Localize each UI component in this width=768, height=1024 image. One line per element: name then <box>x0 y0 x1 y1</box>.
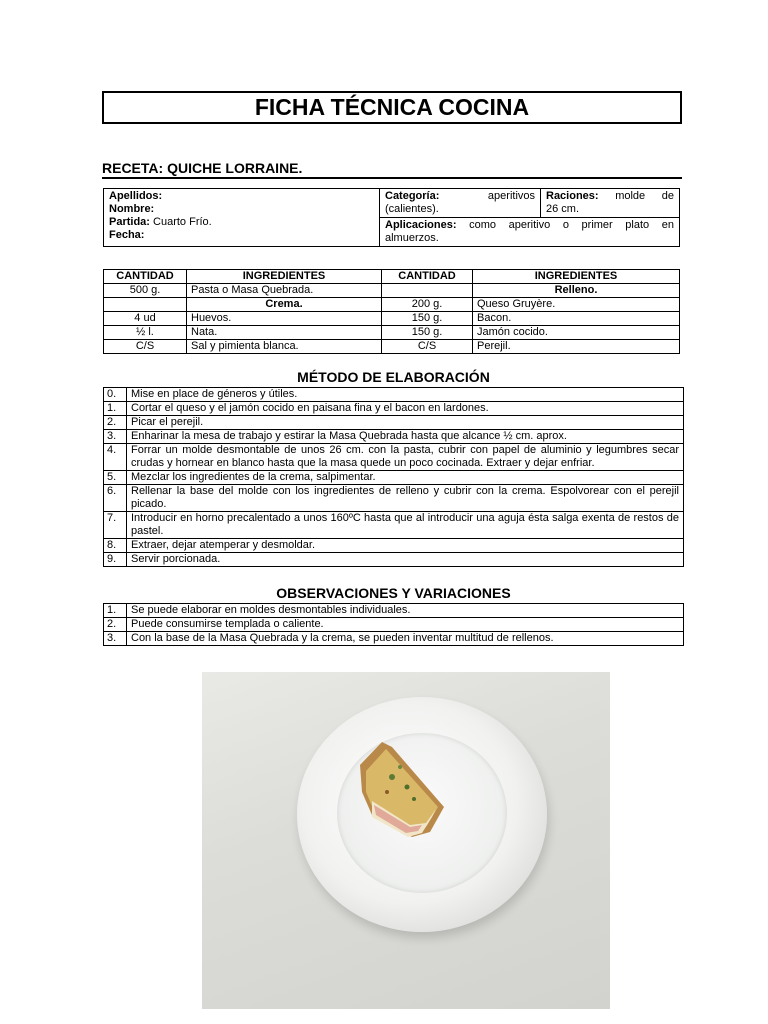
ingredient: Sal y pimienta blanca. <box>187 340 382 354</box>
qty: ½ l. <box>104 326 187 340</box>
step-text: Rellenar la base del molde con los ingredientes de relleno y cubrir con la crema. Espolvorear con el perejil picado. <box>127 485 684 512</box>
table-row <box>104 326 680 340</box>
step-text: Servir porcionada. <box>127 553 684 567</box>
step-number: 9. <box>104 553 127 567</box>
list-item <box>104 471 684 485</box>
ingredient: Nata. <box>187 326 382 340</box>
list-item <box>104 402 684 416</box>
step-text: Forrar un molde desmontable de unos 26 cm. con la pasta, cubrir con papel de aluminio y legumbres secar crudas y hornear en blanco hasta que la masa quede un poco cocinada. Extraer y dejar enfriar. <box>127 444 684 471</box>
page-title: FICHA TÉCNICA COCINA <box>102 91 682 124</box>
step-text: Cortar el queso y el jamón cocido en paisana fina y el bacon en lardones. <box>127 402 684 416</box>
fecha-label: Fecha: <box>109 229 145 241</box>
step-number: 8. <box>104 539 127 553</box>
qty: 150 g. <box>382 312 473 326</box>
obs-text: Se puede elaborar en moldes desmontables individuales. <box>127 604 684 618</box>
step-text: Introducir en horno precalentado a unos 160ºC hasta que al introducir una aguja ésta salga exenta de restos de pastel. <box>127 512 684 539</box>
step-text: Mise en place de géneros y útiles. <box>127 388 684 402</box>
list-item <box>104 539 684 553</box>
raciones-value-2: 26 cm. <box>546 203 580 215</box>
plate <box>297 697 547 932</box>
ingredient: Crema. <box>187 298 382 312</box>
list-item <box>104 388 684 402</box>
ingredient: Relleno. <box>473 284 680 298</box>
apellidos-label: Apellidos: <box>109 190 163 202</box>
step-text: Picar el perejil. <box>127 416 684 430</box>
obs-text: Con la base de la Masa Quebrada y la crema, se pueden inventar multitud de rellenos. <box>127 632 684 646</box>
qty: 4 ud <box>104 312 187 326</box>
ingredient: Huevos. <box>187 312 382 326</box>
header-ingredientes-2: INGREDIENTES <box>473 270 680 284</box>
list-item <box>104 604 684 618</box>
raciones-value: molde de <box>615 190 674 202</box>
list-item <box>104 416 684 430</box>
qty: 150 g. <box>382 326 473 340</box>
step-number: 3. <box>104 430 127 444</box>
obs-number: 2. <box>104 618 127 632</box>
list-item <box>104 444 684 471</box>
step-number: 2. <box>104 416 127 430</box>
qty: C/S <box>104 340 187 354</box>
step-number: 6. <box>104 485 127 512</box>
qty <box>104 298 187 312</box>
recipe-name: RECETA: QUICHE LORRAINE. <box>102 160 682 179</box>
observations-title: OBSERVACIONES Y VARIACIONES <box>276 585 511 601</box>
personal-cell <box>104 189 380 247</box>
list-item <box>104 430 684 444</box>
categoria-cell <box>380 189 541 218</box>
step-number: 4. <box>104 444 127 471</box>
categoria-value-2: (calientes). <box>385 203 439 215</box>
step-number: 1. <box>104 402 127 416</box>
list-item <box>104 512 684 539</box>
qty: C/S <box>382 340 473 354</box>
list-item <box>104 632 684 646</box>
header-cantidad-1: CANTIDAD <box>104 270 187 284</box>
table-row <box>104 340 680 354</box>
ingredient: Perejil. <box>473 340 680 354</box>
ingredient: Jamón cocido. <box>473 326 680 340</box>
obs-number: 3. <box>104 632 127 646</box>
partida-value: Cuarto Frío. <box>153 216 212 228</box>
step-number: 5. <box>104 471 127 485</box>
list-item <box>104 553 684 567</box>
obs-number: 1. <box>104 604 127 618</box>
table-row <box>104 284 680 298</box>
step-number: 7. <box>104 512 127 539</box>
info-table <box>103 188 680 247</box>
ingredient: Pasta o Masa Quebrada. <box>187 284 382 298</box>
header-ingredientes-1: INGREDIENTES <box>187 270 382 284</box>
aplicaciones-value: como aperitivo o primer plato en <box>469 219 674 231</box>
step-text: Mezclar los ingredientes de la crema, salpimentar. <box>127 471 684 485</box>
qty: 200 g. <box>382 298 473 312</box>
aplicaciones-value-2: almuerzos. <box>385 232 439 244</box>
header-cantidad-2: CANTIDAD <box>382 270 473 284</box>
step-number: 0. <box>104 388 127 402</box>
list-item <box>104 618 684 632</box>
quiche-slice <box>352 737 462 842</box>
categoria-label: Categoría: <box>385 190 440 202</box>
step-text: Enharinar la mesa de trabajo y estirar la Masa Quebrada hasta que alcance ½ cm. aprox. <box>127 430 684 444</box>
list-item <box>104 485 684 512</box>
method-title: MÉTODO DE ELABORACIÓN <box>297 369 490 385</box>
table-row <box>104 312 680 326</box>
qty <box>382 284 473 298</box>
quiche-photo <box>202 672 610 1009</box>
aplicaciones-label: Aplicaciones: <box>385 219 457 231</box>
step-text: Extraer, dejar atemperar y desmoldar. <box>127 539 684 553</box>
nombre-label: Nombre: <box>109 203 155 215</box>
qty: 500 g. <box>104 284 187 298</box>
raciones-cell <box>541 189 680 218</box>
categoria-value: aperitivos <box>487 190 535 202</box>
method-table <box>103 387 684 567</box>
obs-text: Puede consumirse templada o caliente. <box>127 618 684 632</box>
ingredients-table <box>103 269 680 354</box>
table-row <box>104 298 680 312</box>
ingredient: Bacon. <box>473 312 680 326</box>
ingredient: Queso Gruyère. <box>473 298 680 312</box>
aplicaciones-cell <box>380 218 680 247</box>
observations-table <box>103 603 684 646</box>
raciones-label: Raciones: <box>546 190 599 202</box>
partida-label: Partida: <box>109 216 150 228</box>
